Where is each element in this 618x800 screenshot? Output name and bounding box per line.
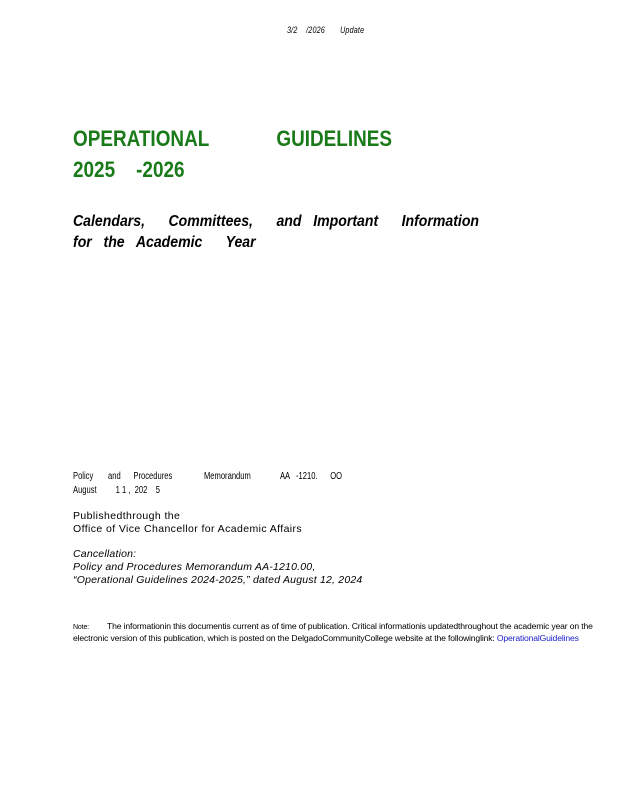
document-title xyxy=(73,123,392,185)
memo-line1: Policy and Procedures Memorandum AA -1210. OO xyxy=(73,471,343,482)
memorandum-reference xyxy=(73,470,342,498)
memo-date: August 1 1 , 202 5 xyxy=(73,485,161,496)
title-line2: 2025 -2026 xyxy=(73,157,185,182)
title-line1-part2: GUIDELINES xyxy=(276,126,393,151)
subtitle-line2: for the Academic Year xyxy=(73,234,256,251)
note-label: Note: xyxy=(73,624,89,631)
publisher-info xyxy=(73,510,302,536)
cancellation-heading: Cancellation: xyxy=(73,548,137,560)
cancellation-info xyxy=(73,548,362,587)
operational-guidelines-link[interactable]: OperationalGuidelines xyxy=(496,633,579,643)
cancellation-line1: Policy and Procedures Memorandum AA-1210.00, xyxy=(73,561,316,573)
title-line1-part1: OPERATIONAL xyxy=(73,126,210,151)
note-text: The informationin this documentis current as of time of publication. Critical informationis updatedthroughout the academic year on the electronic version of this publication, which is posted on the DelgadoCommunityCollege website at the followinglink: xyxy=(73,621,593,643)
document-subtitle xyxy=(73,211,479,253)
published-line2: Office of Vice Chancellor for Academic Affairs xyxy=(73,523,303,535)
cancellation-line2: “Operational Guidelines 2024-2025,” dated August 12, 2024 xyxy=(73,574,363,586)
publication-note xyxy=(73,621,613,644)
update-note: 3/2 /2026 Update xyxy=(287,25,365,35)
published-line1: Publishedthrough the xyxy=(73,510,181,522)
subtitle-line1: Calendars, Committees, and Important Information xyxy=(73,213,480,230)
